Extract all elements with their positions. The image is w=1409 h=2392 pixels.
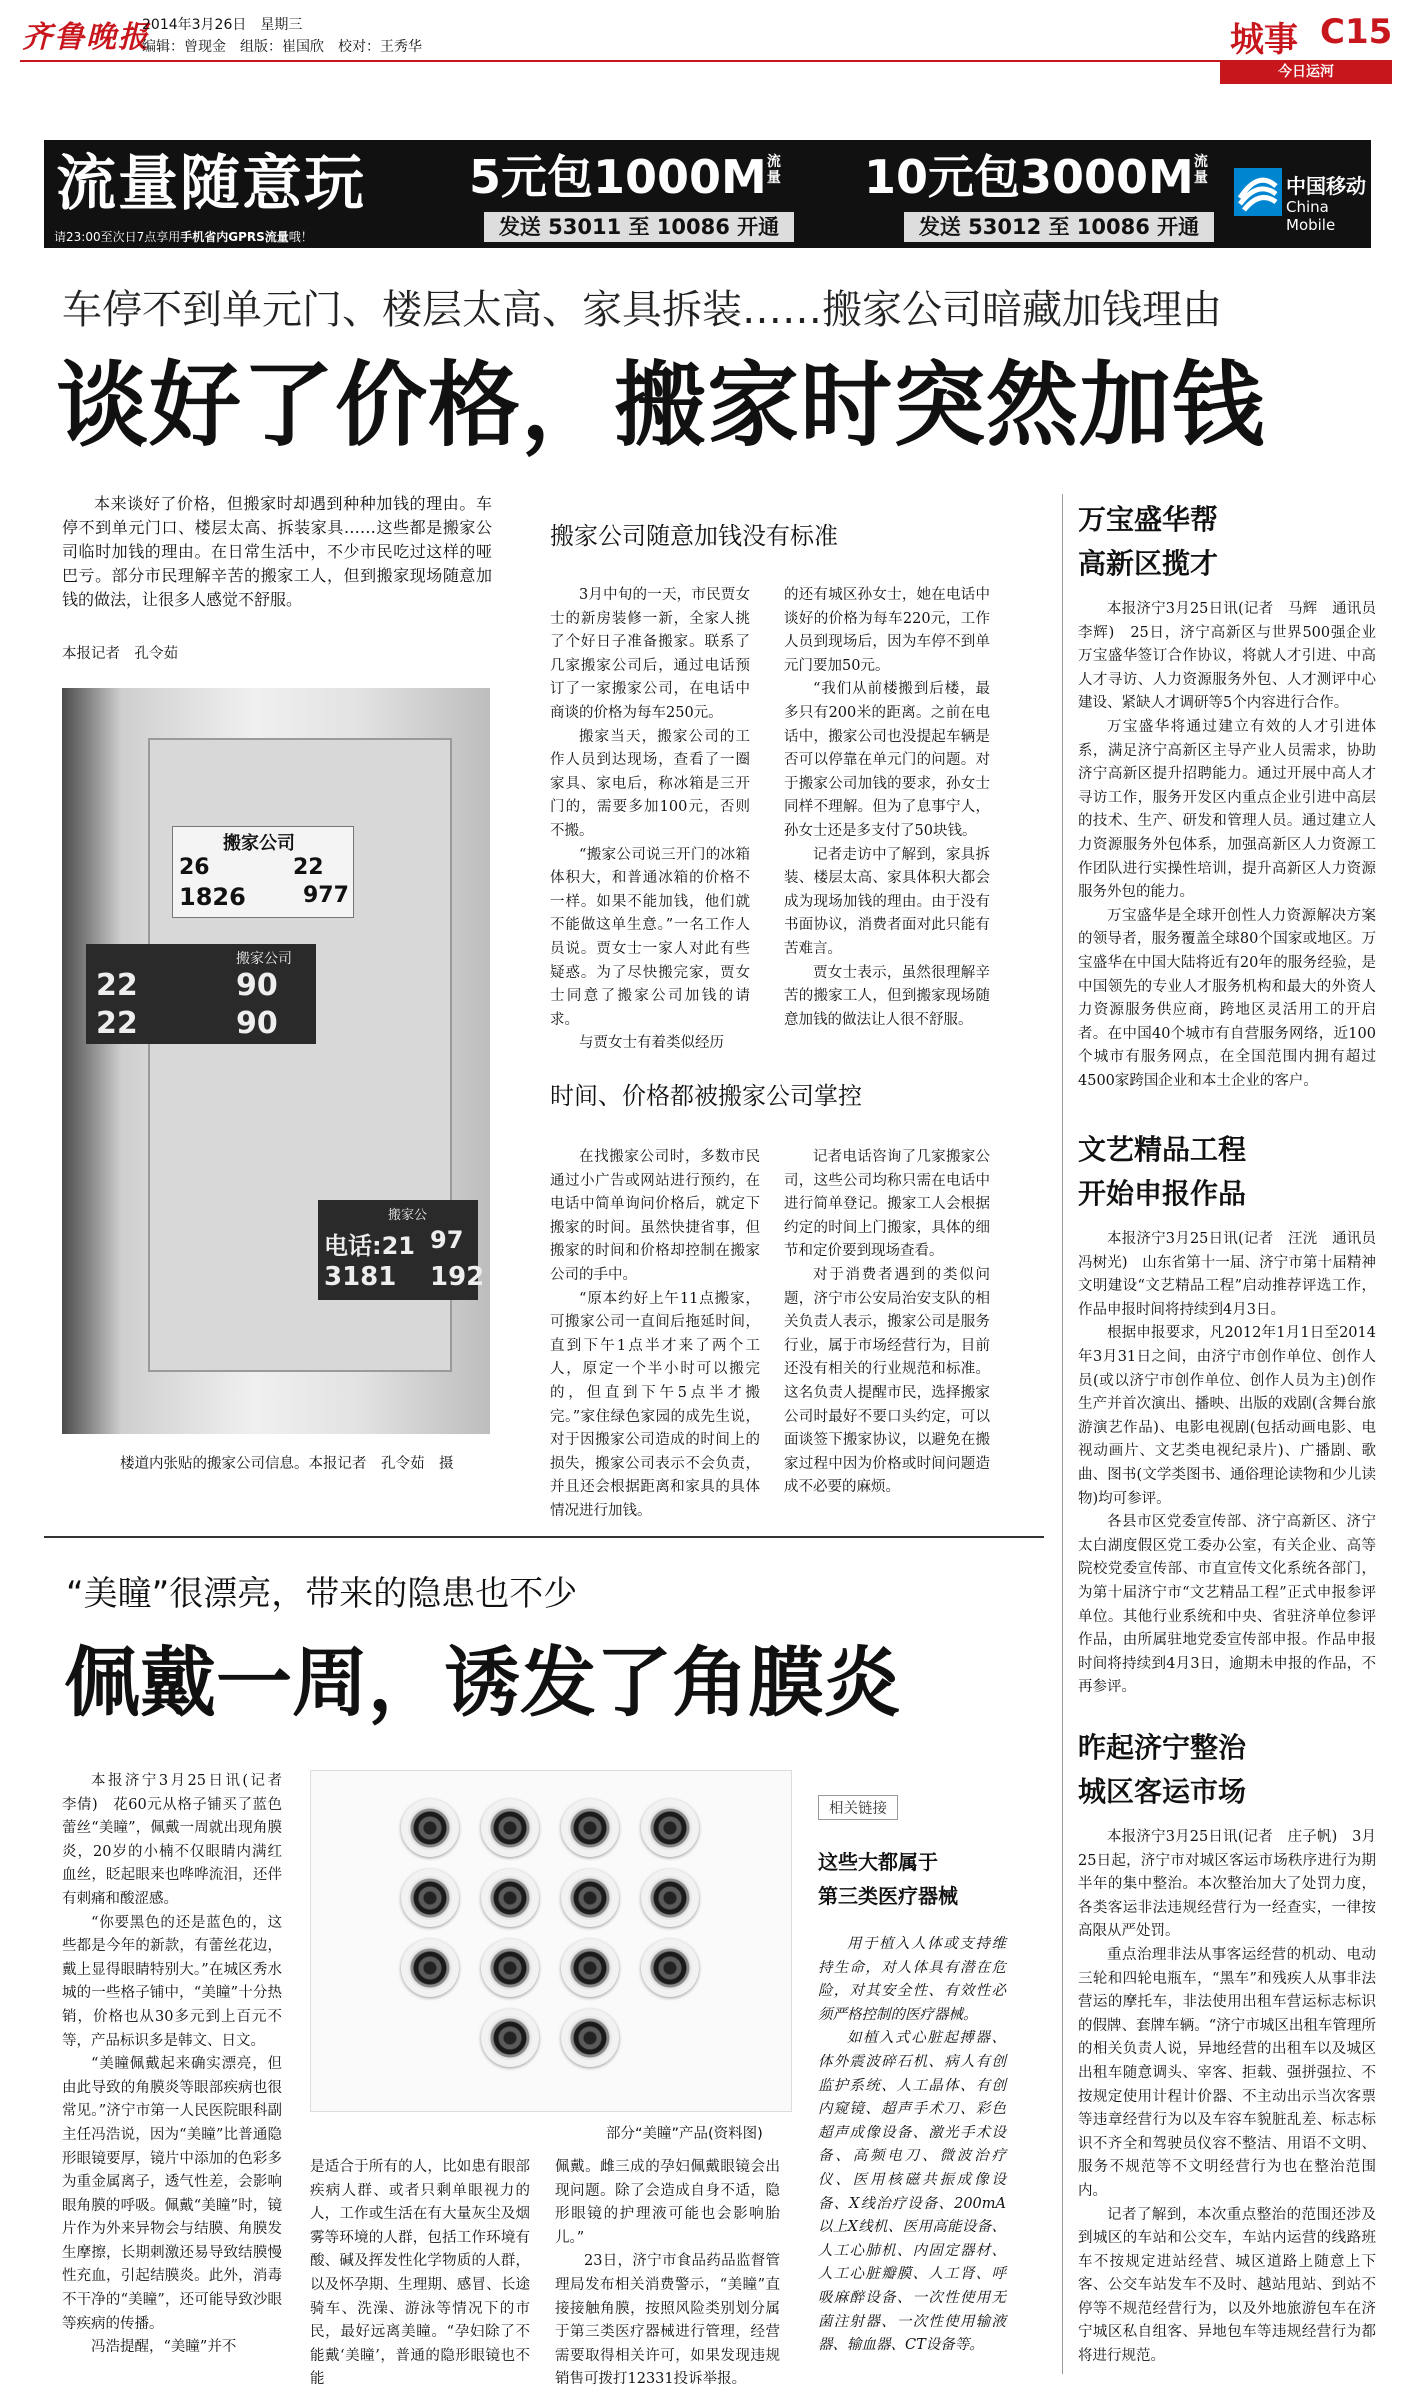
ad-deal-1-code: 发送 53011 至 10086 开通 [484, 212, 794, 242]
paragraph: 根据申报要求，凡2012年1月1日至2014年3月31日之间，由济宁市创作单位、创作人员(或以济宁市创作单位、创作人员为主)创作生产并首次演出、播映、出版的戏剧(含舞台旅游演艺作品)、电影电视剧(包括动画电影、电视动画片、文艺类电视纪录片)、广播剧、歌曲、图书(文学类图书、通俗理论读物和少儿读物)均可参评。 [1078, 1325, 1376, 1507]
ad-deal-2-code: 发送 53012 至 10086 开通 [904, 212, 1214, 242]
article2-headline: 佩戴一周，诱发了角膜炎 [64, 1638, 900, 1727]
sticker-3-title: 搬家公 [388, 1208, 428, 1223]
ad-flow-label-2: 流量 [1193, 154, 1208, 186]
sidebar-title-3: 昨起济宁整治 城区客运市场 [1078, 1731, 1247, 1808]
sticker-1-num-b: 22 [293, 855, 324, 880]
issue-date: 2014年3月26日 星期三 [142, 17, 303, 33]
paragraph: 在找搬家公司时，多数市民通过小广告或网站进行预约，在电话中简单询问价格后，就定下搬家的时间。虽然快捷省事，但搬家的时间和价格却控制在搬家公司的手中。 [550, 1149, 760, 1283]
related-link-box [806, 1795, 1006, 2355]
article1-sec2-col1 [550, 1146, 760, 1524]
lens-icon [408, 1806, 452, 1850]
ad-note-prefix: 请23:00至次日7点享用 [54, 230, 181, 244]
article1-subhead-1: 搬家公司随意加钱没有标准 [550, 522, 838, 550]
paragraph: 是适合于所有的人，比如患有眼部疾病人群、或者只剩单眼视力的人，工作或生活在有大量灰尘及烟雾等环境的人群，包括工作环境有酸、碱及挥发性化学物质的人群，以及怀孕期、生理期、感冒、长途骑车、洗澡、游泳等情况下的市民，最好远离美瞳。“孕妇除了不能戴‘美瞳’，普通的隐形眼镜也不能 [310, 2159, 530, 2388]
lens-icon [648, 1946, 692, 1990]
paragraph: “你要黑色的还是蓝色的，这些都是今年的新款，有蕾丝花边，戴上显得眼睛特别大。”在城区秀水城的一些格子铺中，“美瞳”十分热销，价格也从30多元到上百元不等，产品标识多是韩文、日文。 [62, 1914, 282, 2049]
paragraph: 本报济宁3月25日讯(记者 庄子帆) 3月25日起，济宁市对城区客运市场秩序进行为期半年的集中整治。本次整治加大了处罚力度，各类客运非法违规经营行为一经查实，一律按高限从严处罚。 [1078, 1829, 1376, 1940]
article1-photo [62, 688, 490, 1434]
sticker-1-title: 搬家公司 [223, 833, 295, 854]
article1-sec2-col2 [784, 1146, 990, 1500]
paragraph: 记者了解到，本次重点整治的范围还涉及到城区的车站和公交车，车站内运营的线路班车不按规定进站经营、城区道路上随意上下客、公交车站发车不及时、越站甩站、到站不停等不规范经营行为，以及外地旅游包车在济宁城区私自组客、异地包车等违规经营行为都将进行规范。 [1078, 2206, 1376, 2365]
subsection-banner: 今日运河 [1220, 60, 1392, 84]
article1-subhead-2: 时间、价格都被搬家公司掌控 [550, 1082, 862, 1110]
sidebar-body-1 [1078, 598, 1391, 1093]
newspaper-logo: 齐鲁晚报 [22, 20, 150, 55]
lens-icon [648, 1806, 692, 1850]
paragraph: 万宝盛华是全球开创性人力资源解决方案的领导者，服务覆盖全球80个国家或地区。万宝盛华在中国大陆将近有20年的服务经验，是中国领先的专业人才服务机构和最大的外资人力资源服务供应商，跨地区灵活用工的开启者。在中国40个城市有自营服务网络，近100个城市有服务网点，在全国范围内拥有超过4500家跨国企业和本土企业的客户。 [1078, 907, 1376, 1089]
paragraph: 对于消费者遇到的类似问题，济宁市公安局治安支队的相关负责人表示，搬家公司是服务行业，属于市场经营行为，目前还没有相关的行业规范和标准。这名负责人提醒市民，选择搬家公司时最好不要口头约定，可以面谈签下搬家协议，以避免在搬家过程中因为价格或时间问题造成不必要的麻烦。 [784, 1266, 990, 1496]
article1-photo-caption: 楼道内张贴的搬家公司信息。本报记者 孔令茹 摄 [120, 1456, 454, 1472]
editor-credits: 编辑：曾现金 组版：崔国欣 校对：王秀华 [142, 39, 422, 55]
sticker-2-num-a: 22 [96, 968, 138, 1003]
sidebar-item-3 [1078, 1726, 1376, 2374]
paragraph: 的还有城区孙女士，她在电话中谈好的价格为每车220元，工作人员到现场后，因为车停不到单元门要加50元。 [784, 587, 990, 674]
article1-lead [62, 492, 492, 612]
article2-photo-caption: 部分“美瞳”产品(资料图) [606, 2126, 763, 2142]
paragraph: 3月中旬的一天，市民贾女士的新房装修一新，全家人挑了个好日子准备搬家。联系了几家搬家公司后，通过电话预订了一家搬家公司，在电话中商谈的价格为每车250元。 [550, 587, 750, 721]
article-divider [44, 1536, 1044, 1538]
sticker-1-num-d: 977 [303, 883, 349, 908]
paragraph: 如植入式心脏起搏器、体外震波碎石机、病人有创监护系统、人工晶体、有创内窥镜、超声手术刀、彩色超声成像设备、激光手术设备、高频电刀、微波治疗仪、医用核磁共振成像设备、X线治疗设备、200mA以上X线机、医用高能设备、人工心肺机、内固定器材、人工心脏瓣膜、人工肾、呼吸麻醉设备、一次性使用无菌注射器、一次性使用输液器、输血器、CT设备等。 [818, 2030, 1006, 2354]
ad-note [54, 228, 313, 245]
ad-note-bold: 手机省内GPRS流量 [180, 230, 289, 244]
paragraph: 本报济宁3月25日讯(记者 李倩) 花60元从格子铺买了蓝色蕾丝“美瞳”，佩戴一周就出现角膜炎，20岁的小楠不仅眼睛内满红血丝，眨起眼来也哗哗流泪，还伴有刺痛和酸涩感。 [62, 1773, 297, 1907]
sidebar-title-1: 万宝盛华帮 高新区揽才 [1078, 503, 1219, 580]
related-label: 相关链接 [818, 1795, 898, 1820]
paragraph: 冯浩提醒，“美瞳”并不 [91, 2339, 237, 2356]
article2-col1 [62, 1770, 297, 2356]
sticker-3-num-a: 电话:21 [324, 1232, 415, 1260]
sidebar-item-2 [1078, 1128, 1391, 1700]
ad-deal-2-label: 10元包3000M [864, 150, 1194, 204]
paragraph: 记者走访中了解到，家具拆装、楼层太高、家具体积大都会成为现场加钱的理由。由于没有书面协议，消费者面对此只能有苦难言。 [784, 846, 990, 957]
sidebar-body-2 [1078, 1228, 1391, 1700]
article2-col2 [310, 2156, 530, 2392]
paragraph: 搬家当天，搬家公司的工作人员到达现场，查看了一圈家具、家电后，称冰箱是三开门的，需要多加100元，否则不搬。 [550, 728, 750, 839]
ad-deal-2 [864, 150, 1212, 204]
ad-flow-label: 流量 [766, 154, 781, 186]
sidebar-item-1 [1078, 498, 1391, 1093]
lens-icon [568, 2016, 612, 2060]
lens-icon [568, 1806, 612, 1850]
paragraph: 记者电话咨询了几家搬家公司，这些公司均称只需在电话中进行简单登记。搬家工人会根据约定的时间上门搬家，具体的细节和定价要到现场查看。 [784, 1149, 990, 1260]
related-title: 这些大都属于 第三类医疗器械 [818, 1850, 958, 1908]
ad-deal-1-label: 5元包1000M [469, 150, 767, 204]
lens-icon [408, 1876, 452, 1920]
sticker-1 [172, 826, 354, 918]
sidebar-title-2: 文艺精品工程 开始申报作品 [1078, 1133, 1247, 1210]
ad-deal-1 [469, 150, 785, 204]
lens-icon [648, 1876, 692, 1920]
paragraph: 本报济宁3月25日讯(记者 马辉 通讯员 李辉) 25日，济宁高新区与世界500强企业万宝盛华签订合作协议，将就人才引进、中高人才寻访、人力资源服务外包、人才测评中心建设、紧缺人才调研等5个内容进行合作。 [1078, 601, 1391, 712]
china-mobile-logo-icon [1234, 168, 1282, 216]
sticker-3-num-d: 192 [430, 1262, 485, 1292]
page-number: C15 [1320, 12, 1393, 52]
paragraph: “美瞳佩戴起来确实漂亮，但由此导致的角膜炎等眼部疾病也很常见。”济宁市第一人民医院眼科副主任冯浩说，因为“美瞳”比普通隐形眼镜要厚，镜片中添加的色彩多为重金属离子，透气性差，会影响眼角膜的呼吸。佩戴“美瞳”时，镜片作为外来异物会与结膜、角膜发生摩擦，长期刺激还易导致结膜慢性充血，引起结膜炎。此外，消毒不干净的“美瞳”，还可能导致沙眼等疾病的传播。 [62, 2056, 282, 2332]
lens-icon [488, 2016, 532, 2060]
ad-slogan: 流量随意玩 [56, 149, 366, 219]
sticker-2-num-c: 22 [96, 1006, 138, 1041]
masthead-rule [20, 60, 1220, 62]
paragraph: 贾女士表示，虽然很理解辛苦的搬家工人，但到搬家现场随意加钱的做法让人很不舒服。 [784, 964, 990, 1028]
lens-icon [488, 1946, 532, 1990]
lens-icon [488, 1876, 532, 1920]
sticker-2-num-d: 90 [236, 1006, 278, 1041]
paragraph: 佩戴。雌三成的孕妇佩戴眼镜会出现问题。除了会造成自身不适，隐形眼镜的护理液可能也会影响胎儿。” [555, 2159, 780, 2246]
paragraph: 重点治理非法从事客运经营的机动、电动三轮和四轮电瓶车，“黑车”和残疾人从事非法营运的摩托车，非法使用出租车营运标志标识的假牌、套牌车辆。“济宁市城区出租车管理所的相关负责人说，异地经营的出租车以及城区出租车随意调头、宰客、拒载、强拼强拉、不按规定使用计程计价器、不主动出示当次客票等违章经营行为以及车容车貌脏乱差、标志标识不齐全和驾驶员仪容不整洁、用语不文明、服务不规范等不文明经营行为也在整治范围内。 [1078, 1946, 1376, 2199]
sticker-1-num-a: 26 [179, 855, 210, 880]
ad-note-suffix: 哦！ [288, 230, 313, 244]
paragraph: 万宝盛华将通过建立有效的人才引进体系，满足济宁高新区主导产业人员需求，协助济宁高新区提升招聘能力。通过开展中高人才寻访工作，服务开发区内重点企业引进中高层的技术、生产、研发和管理人员。通过建立人力资源服务外包体系，加强高新区人力资源工作团队进行实操性培训，提升高新区人力资源服务外包的能力。 [1078, 718, 1376, 901]
related-body [818, 1933, 1006, 2358]
ad-brand-en: China Mobile [1286, 198, 1336, 234]
sticker-1-num-c: 1826 [179, 883, 246, 911]
paragraph: “原本约好上午11点搬家，可搬家公司一直间后拖延时间，直到下午1点半才来了两个工人，原定一个半小时可以搬完的，但直到下午5点半才搬完。”家住绿色家园的成先生说，对于因搬家公司造成的时间上的损失，搬家公司表示不会负责，并且还会根据距离和家具的具体情况进行加钱。 [550, 1290, 760, 1519]
sidebar-rule [1062, 494, 1063, 2374]
article1-sec1-col2 [784, 584, 990, 1032]
sticker-3-num-b: 97 [430, 1226, 464, 1254]
article1-headline: 谈好了价格，搬家时突然加钱 [56, 352, 1266, 459]
paragraph: 与贾女士有着类似经历 [579, 1035, 724, 1052]
sticker-2-num-b: 90 [236, 968, 278, 1003]
sticker-2-title: 搬家公司 [236, 951, 292, 967]
ad-banner[interactable] [44, 140, 1371, 248]
ad-brand-cn: 中国移动 [1286, 174, 1366, 198]
article1-lead-text: 本来谈好了价格，但搬家时却遇到种种加钱的理由。车停不到单元门口、楼层太高、拆装家具……这些都是搬家公司临时加钱的理由。在日常生活中，不少市民吃过这样的哑巴亏。部分市民理解辛苦的搬家工人，但到搬家现场随意加钱的做法，让很多人感觉不舒服。 [62, 494, 492, 609]
sticker-3 [318, 1200, 485, 1300]
sticker-3-num-c: 3181 [324, 1262, 397, 1292]
paragraph: “搬家公司说三开门的冰箱体积大，和普通冰箱的价格不一样。如果不能加钱，他们就不能做这单生意。”一名工作人员说。贾女士一家人对此有些疑惑。为了尽快搬完家，贾女士同意了搬家公司加钱的请求。 [550, 846, 750, 1028]
article2-col3 [555, 2156, 780, 2392]
paragraph: “我们从前楼搬到后楼，最多只有200米的距离。之前在电话中，搬家公司也没提起车辆是否可以停靠在单元门的问题。对于搬家公司加钱的要求，孙女士同样不理解。但为了息事宁人，孙女士还是多支付了50块钱。 [784, 681, 990, 839]
lens-icon [568, 1946, 612, 1990]
sidebar-body-3 [1078, 1826, 1376, 2374]
paragraph: 用于植入人体或支持维持生命，对人体具有潜在危险，对其安全性、有效性必须严格控制的医疗器械。 [818, 1936, 1006, 2023]
paragraph: 各县市区党委宣传部、济宁高新区、济宁太白湖度假区党工委办公室，有关企业、高等院校党委宣传部、市直宣传文化系统各部门，为第十届济宁市“文艺精品工程”正式申报参评单位。其他行业系统和中央、省驻济单位参评作品，由所属驻地党委宣传部申报。作品申报时间将持续到4月3日，逾期未申报的作品，不再参评。 [1078, 1514, 1376, 1696]
article1-sec1-col1 [550, 584, 750, 1056]
sticker-2 [86, 944, 316, 1044]
article1-kicker: 车停不到单元门、楼层太高、家具拆装……搬家公司暗藏加钱理由 [62, 287, 1222, 333]
section-name: 城事 [1230, 20, 1298, 60]
lens-icon [408, 1946, 452, 1990]
paragraph: 本报济宁3月25日讯(记者 汪洸 通讯员 冯树光) 山东省第十一届、济宁市第十届精神文明建设“文艺精品工程”启动推荐评选工作，作品申报时间将持续到4月3日。 [1078, 1231, 1391, 1318]
paragraph: 23日，济宁市食品药品监督管理局发布相关消费警示，“美瞳”直接接触角膜，按照风险类别划分属于第三类医疗器械进行管理，经营需要取得相关许可，如果发现违规销售可拨打12331投诉举报。 [555, 2253, 780, 2388]
lens-icon [488, 1806, 532, 1850]
lens-icon [568, 1876, 612, 1920]
article2-kicker: “美瞳”很漂亮，带来的隐患也不少 [66, 1574, 578, 1614]
article2-photo [310, 1770, 792, 2112]
article1-byline: 本报记者 孔令茹 [62, 646, 178, 662]
